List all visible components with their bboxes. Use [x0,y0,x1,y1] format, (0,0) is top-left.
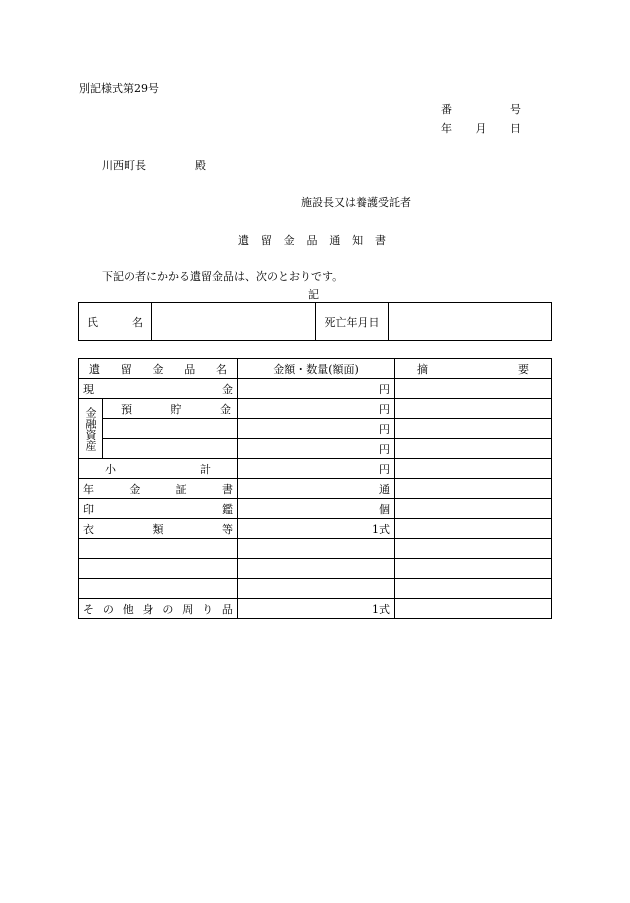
label-char: 貯 [170,402,182,416]
header-char: 摘 [417,362,428,376]
remarks-cell[interactable] [395,559,552,579]
header-char: 品 [184,362,196,376]
row-label-blank[interactable] [79,539,238,559]
header-char: 遺 [89,362,100,376]
death-date-label: 死亡年月日 [316,303,389,341]
label-char: の [162,602,174,616]
amount-cell[interactable] [238,539,395,559]
title-char: 書 [374,234,386,247]
label-char: 金 [129,482,141,496]
table-row-pension [79,479,552,499]
label-char: 等 [222,522,233,536]
label-char: 金 [222,382,233,396]
header-item-name [79,359,238,379]
table-row-deposit [79,399,552,419]
row-label [79,599,238,619]
amount-cell[interactable]: 円 [238,399,395,419]
header-row [79,359,552,379]
title-char: 通 [329,234,341,247]
row-label-blank[interactable] [79,579,238,599]
label-char: 預 [121,402,132,416]
title-char: 留 [260,234,272,247]
row-label [79,479,238,499]
amount-cell[interactable]: 1式 [238,599,395,619]
label-char: 身 [142,602,154,616]
amount-cell[interactable]: 1式 [238,519,395,539]
table-row-blank [79,559,552,579]
header-char: 金 [152,362,164,376]
remarks-cell[interactable] [395,519,552,539]
label-char: 年 [83,482,94,496]
table-row-financial-blank [79,419,552,439]
date-line [441,120,521,136]
remarks-cell[interactable] [395,379,552,399]
label-char: 印 [83,502,94,516]
remarks-cell[interactable] [395,499,552,519]
financial-assets-group-label: 金融資産 [79,399,103,459]
form-number: 別記様式第29号 [79,82,159,95]
title-char: 遺 [238,234,249,247]
header-char: 要 [518,362,529,376]
title-char: 品 [306,234,318,247]
amount-cell[interactable]: 円 [238,439,395,459]
remarks-cell[interactable] [395,419,552,439]
row-label [103,399,238,419]
honorific: 殿 [195,159,206,172]
row-label-blank[interactable] [79,559,238,579]
header-char: 留 [120,362,132,376]
header-remarks [395,359,552,379]
amount-cell[interactable] [238,579,395,599]
label-char: 鑑 [222,502,233,516]
intro-text: 下記の者にかかる遺留金品は、次のとおりです。 [102,270,344,283]
sender: 施設長又は養護受託者 [301,196,411,209]
death-date-value-cell[interactable] [389,303,552,341]
name-label-char: 氏 [87,315,98,329]
label-char: 衣 [83,522,94,536]
header-amount: 金額・数量(額面) [238,359,395,379]
name-label-char: 名 [132,315,143,329]
date-label-month: 月 [475,122,487,135]
label-char: 金 [220,402,231,416]
title-char: 知 [352,234,364,247]
table-row-clothing [79,519,552,539]
title-char: 金 [283,234,295,247]
remarks-cell[interactable] [395,399,552,419]
label-char: 品 [221,602,233,616]
row-label [79,379,238,399]
amount-cell[interactable]: 円 [238,419,395,439]
date-label-day: 日 [510,122,521,135]
label-char: 書 [221,482,233,496]
table-row-seal [79,499,552,519]
label-char: 類 [152,522,164,536]
table-row-financial-blank [79,439,552,459]
amount-cell[interactable]: 円 [238,379,395,399]
number-line [441,101,521,117]
name-label-cell [79,303,152,341]
label-char: 現 [83,382,94,396]
remarks-cell[interactable] [395,599,552,619]
row-label-blank[interactable] [103,419,238,439]
number-label-go: 号 [510,103,521,116]
table-row-subtotal [79,459,552,479]
row-label [79,499,238,519]
remarks-cell[interactable] [395,479,552,499]
row-label-blank[interactable] [103,439,238,459]
addressee: 川西町長 [102,159,146,172]
remarks-cell[interactable] [395,539,552,559]
amount-cell[interactable]: 通 [238,479,395,499]
remarks-cell[interactable] [395,439,552,459]
document-title [238,232,386,248]
label-char: そ [83,602,94,616]
table-row-belongings [79,599,552,619]
amount-cell[interactable] [238,559,395,579]
label-char: 計 [200,462,211,476]
header-char: 名 [216,362,227,376]
amount-cell[interactable]: 個 [238,499,395,519]
date-label-year: 年 [441,122,452,135]
row-label [79,519,238,539]
row-label [79,459,238,479]
label-char: 証 [175,482,187,496]
remarks-cell[interactable] [395,459,552,479]
label-char: 他 [122,602,134,616]
items-table [78,358,552,619]
label-char: 小 [105,462,116,476]
table-row-cash [79,379,552,399]
label-char: り [202,602,214,616]
name-value-cell[interactable] [152,303,316,341]
table-row-blank [79,539,552,559]
number-label-ban: 番 [441,103,452,116]
table-row-blank [79,579,552,599]
label-char: の [102,602,114,616]
ki-label: 記 [308,288,319,301]
label-char: 周 [182,602,194,616]
person-table [78,302,552,341]
amount-cell[interactable]: 円 [238,459,395,479]
remarks-cell[interactable] [395,579,552,599]
